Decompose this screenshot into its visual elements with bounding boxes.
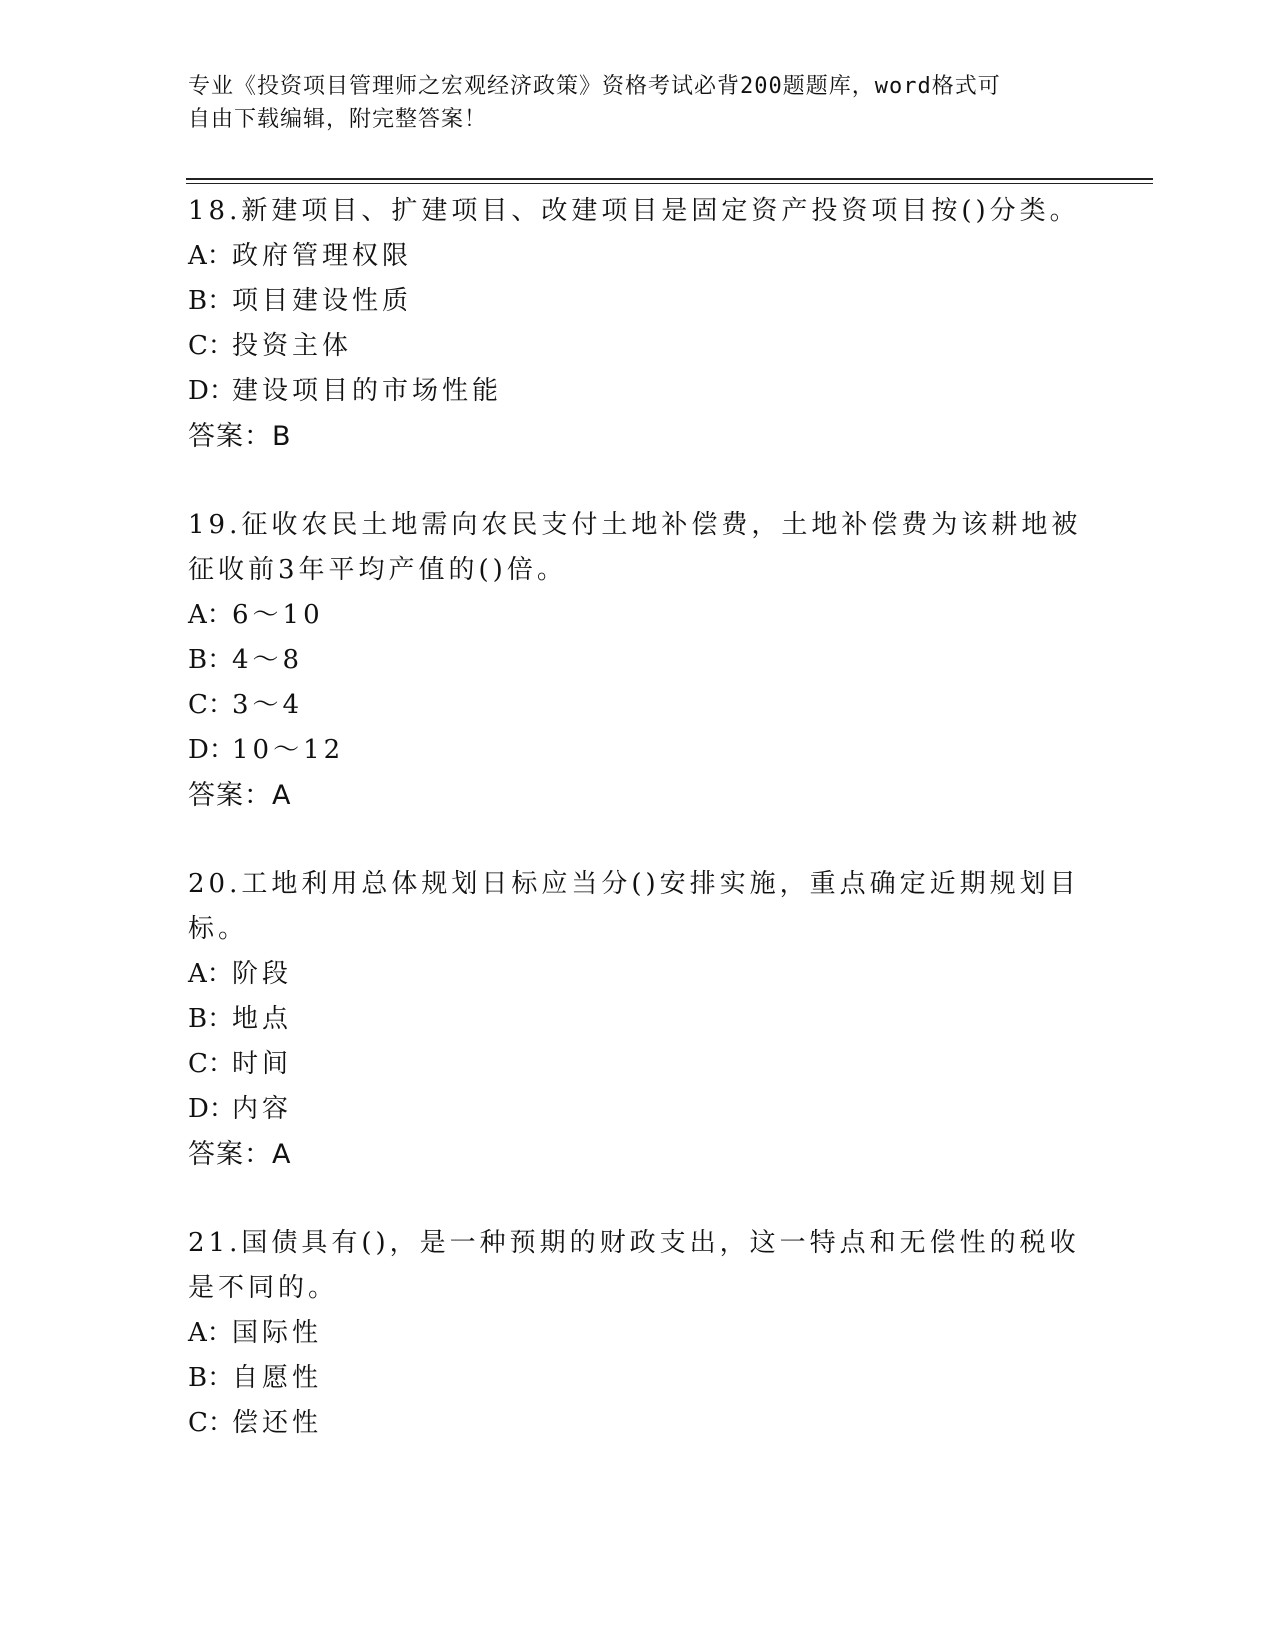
answer-line: 答案：A	[188, 780, 292, 811]
option-letter: C：	[188, 690, 234, 720]
header-divider-thick	[186, 178, 1153, 180]
option-text: 10～12	[232, 735, 345, 765]
option-letter: A：	[188, 1318, 233, 1348]
option-text: 建设项目的市场性能	[232, 376, 503, 406]
option-text: 政府管理权限	[232, 241, 413, 271]
option-letter: C：	[188, 1049, 234, 1079]
option-a	[188, 952, 1088, 997]
answer-line: 答案：B	[188, 421, 292, 452]
option-letter: B：	[188, 645, 234, 675]
option-letter: C：	[188, 331, 234, 361]
option-c	[188, 683, 1088, 728]
option-b	[188, 279, 1088, 324]
question-20	[188, 862, 1088, 1177]
option-letter: C：	[188, 1408, 234, 1438]
option-letter: B：	[188, 1004, 234, 1034]
question-stem: 19.征收农民土地需向农民支付土地补偿费，土地补偿费为该耕地被征收前3年平均产值的()倍。	[188, 510, 1082, 585]
option-a	[188, 1311, 1088, 1356]
option-letter: A：	[188, 600, 233, 630]
header-divider-thin	[186, 183, 1153, 184]
option-b	[188, 1356, 1088, 1401]
option-c	[188, 324, 1088, 369]
question-stem: 18.新建项目、扩建项目、改建项目是固定资产投资项目按()分类。	[188, 196, 1080, 226]
option-a	[188, 593, 1088, 638]
option-letter: D：	[188, 376, 235, 406]
option-a	[188, 234, 1088, 279]
header-line-2: 自由下载编辑，附完整答案！	[188, 107, 488, 132]
option-letter: B：	[188, 1363, 234, 1393]
option-text: 阶段	[232, 959, 293, 989]
option-d	[188, 1087, 1088, 1132]
option-text: 6～10	[232, 600, 324, 630]
option-d	[188, 728, 1088, 773]
option-c	[188, 1042, 1088, 1087]
option-c	[188, 1401, 1088, 1446]
option-b	[188, 997, 1088, 1042]
option-text: 投资主体	[232, 331, 353, 361]
option-d	[188, 369, 1088, 414]
option-text: 偿还性	[232, 1408, 323, 1438]
question-21	[188, 1221, 1088, 1446]
question-list	[188, 189, 1088, 1490]
option-text: 3～4	[232, 690, 304, 720]
answer-line: 答案：A	[188, 1139, 292, 1170]
option-letter: D：	[188, 1094, 235, 1124]
option-letter: D：	[188, 735, 235, 765]
header-line-1: 专业《投资项目管理师之宏观经济政策》资格考试必背200题题库，word格式可	[188, 74, 1001, 99]
option-text: 项目建设性质	[232, 286, 413, 316]
option-letter: B：	[188, 286, 234, 316]
option-b	[188, 638, 1088, 683]
option-text: 内容	[232, 1094, 293, 1124]
option-text: 自愿性	[232, 1363, 323, 1393]
option-letter: A：	[188, 959, 233, 989]
document-header	[188, 70, 1068, 136]
question-stem: 20.工地利用总体规划日标应当分()安排实施，重点确定近期规划目标。	[188, 869, 1080, 944]
option-letter: A：	[188, 241, 233, 271]
question-18	[188, 189, 1088, 459]
question-19	[188, 503, 1088, 818]
option-text: 时间	[232, 1049, 293, 1079]
option-text: 4～8	[232, 645, 304, 675]
question-stem: 21.国债具有()，是一种预期的财政支出，这一特点和无偿性的税收是不同的。	[188, 1228, 1080, 1303]
option-text: 国际性	[232, 1318, 323, 1348]
option-text: 地点	[232, 1004, 293, 1034]
